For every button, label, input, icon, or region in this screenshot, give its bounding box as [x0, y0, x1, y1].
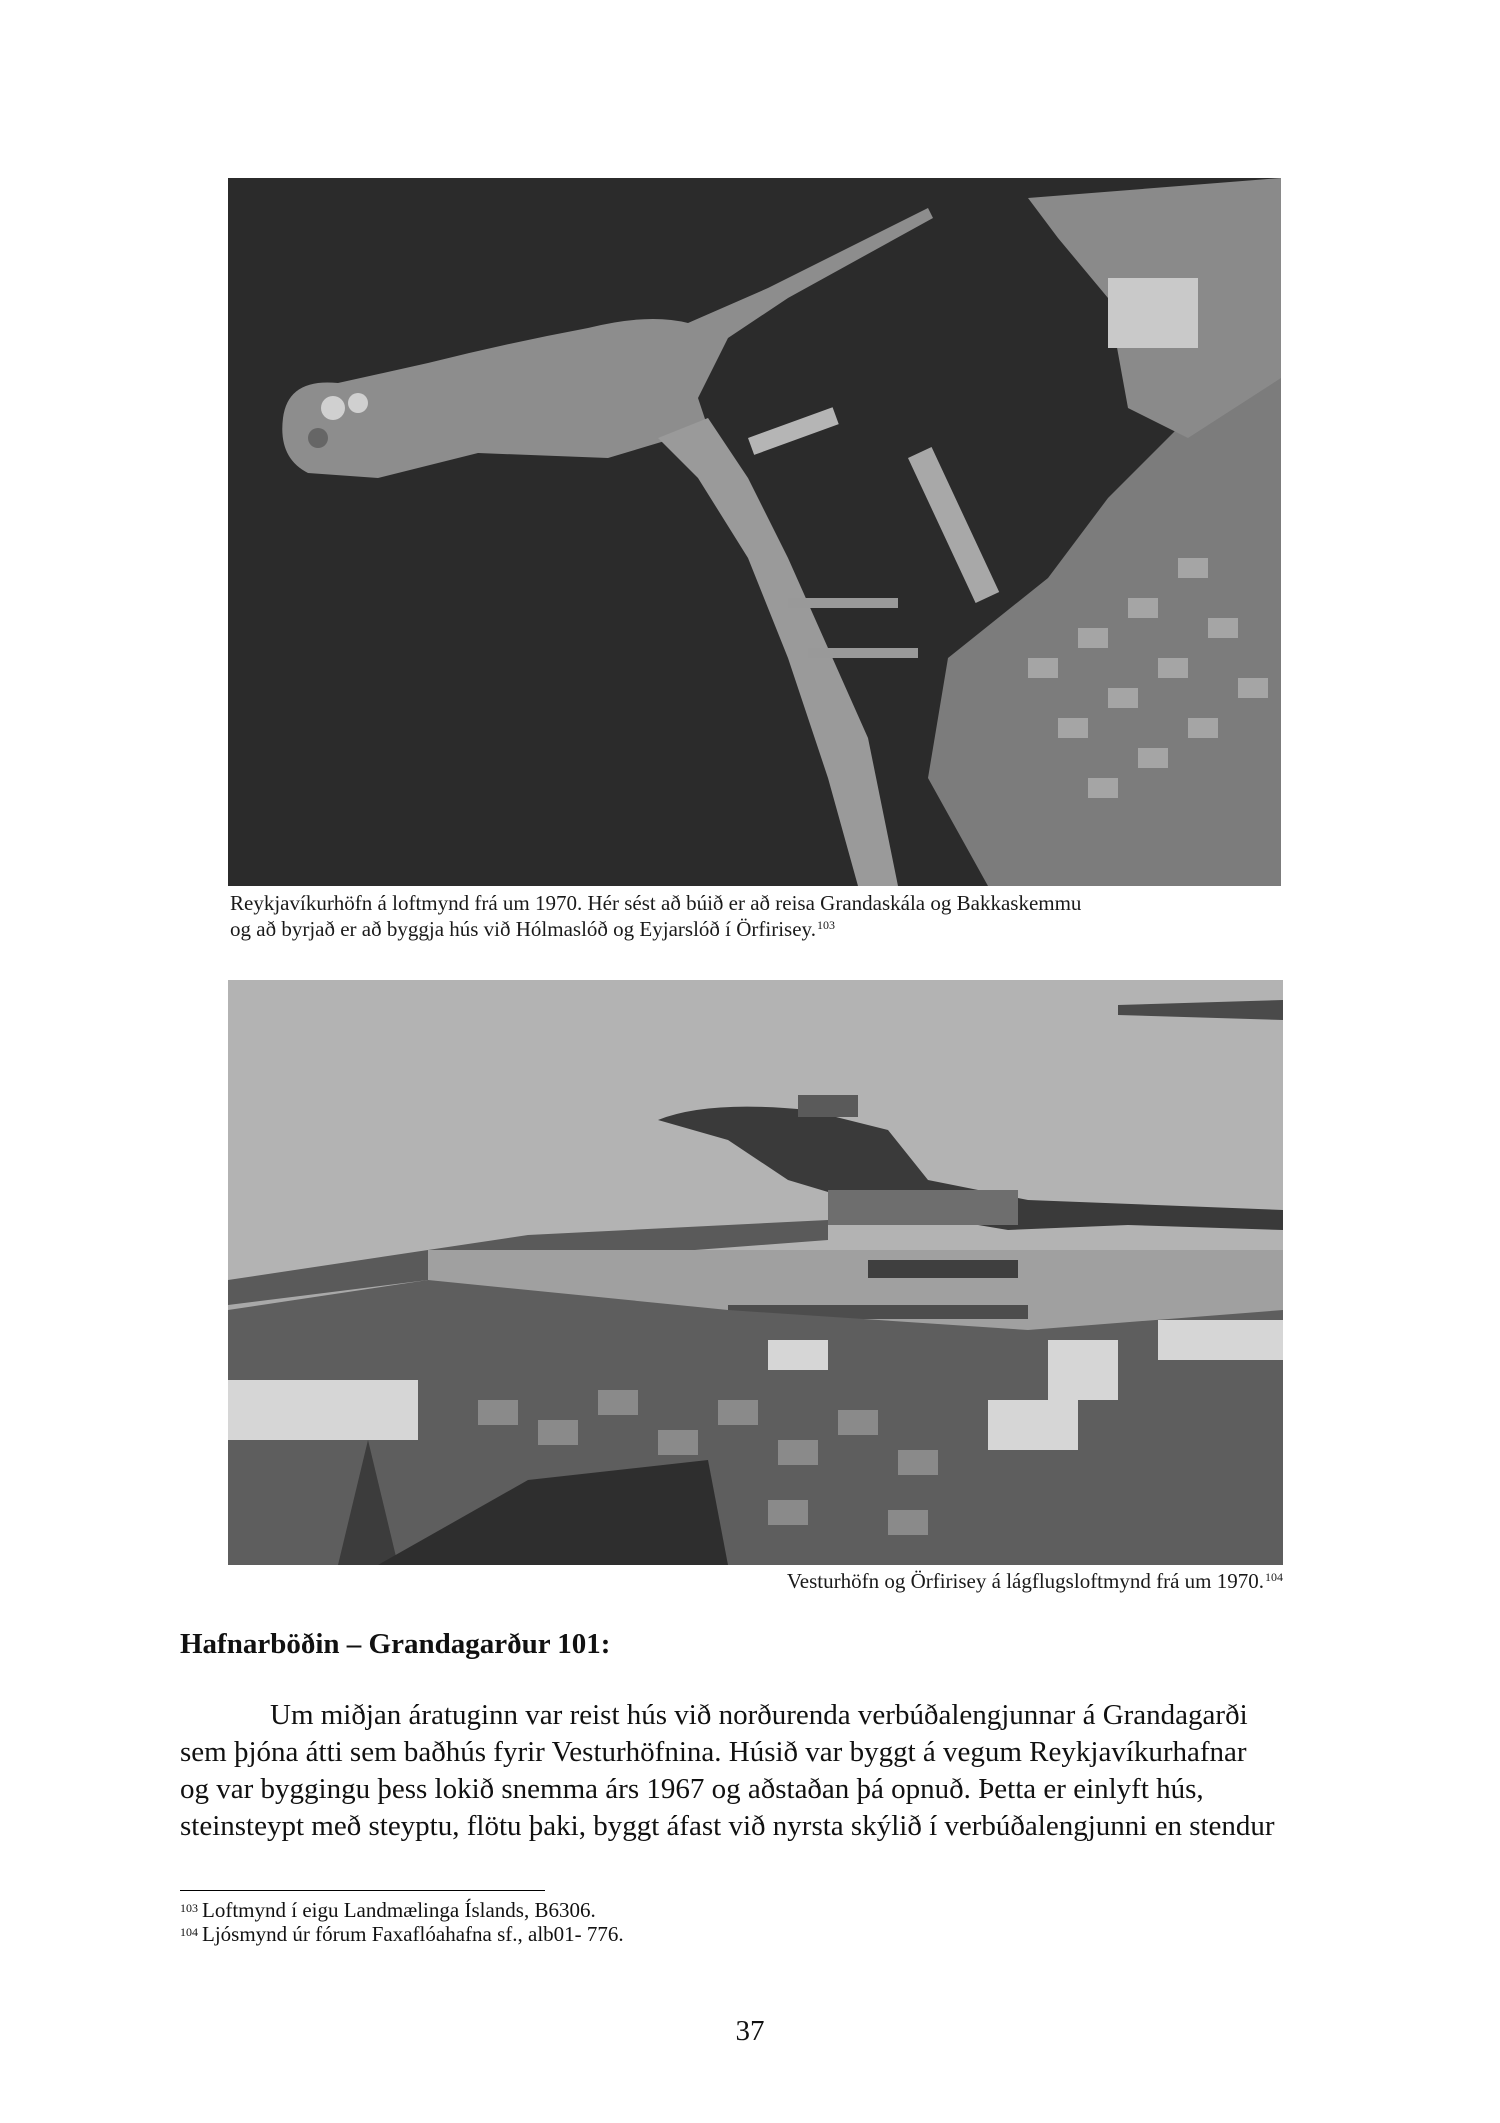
page-number: 37	[735, 2015, 765, 2047]
caption-line: Reykjavíkurhöfn á loftmynd frá um 1970. Hér sést að búið er að reisa Grandaskála og Bakkaskemmu	[230, 891, 1082, 915]
footnote-reference: 103	[816, 918, 835, 932]
footnote-number: 104	[180, 1925, 198, 1939]
footnote	[180, 1922, 624, 1947]
figure-2-caption	[787, 1568, 1283, 1594]
caption-line	[230, 916, 1290, 942]
section-heading: Hafnarböðin – Grandagarður 101:	[180, 1628, 611, 1660]
paragraph-line: steinsteypt með steyptu, flötu þaki, byggt áfast við nyrsta skýlið í verbúðalengjunni en stendur	[180, 1810, 1275, 1842]
footnote-text: Loftmynd í eigu Landmælinga Íslands, B6306.	[202, 1898, 596, 1922]
figure-1-caption	[230, 890, 1290, 942]
paragraph-line: og var byggingu þess lokið snemma árs 1967 og aðstaðan þá opnuð. Þetta er einlyft hús,	[180, 1773, 1204, 1805]
paragraph-line: sem þjóna átti sem baðhús fyrir Vesturhöfnina. Húsið var byggt á vegum Reykjavíkurhafnar	[180, 1736, 1247, 1768]
footnote-separator	[180, 1890, 545, 1891]
oblique-photo-harbour	[228, 980, 1283, 1565]
paragraph-line: Um miðjan áratuginn var reist hús við norðurenda verbúðalengjunnar á Grandagarði	[270, 1699, 1248, 1731]
footnote	[180, 1898, 596, 1923]
footnote-number: 103	[180, 1901, 198, 1915]
aerial-photo-harbour	[228, 178, 1281, 886]
footnote-text: Ljósmynd úr fórum Faxaflóahafna sf., alb01- 776.	[202, 1922, 624, 1946]
footnote-reference: 104	[1265, 1570, 1283, 1584]
caption-text: Vesturhöfn og Örfirisey á lágflugsloftmynd frá um 1970.	[786, 1569, 1264, 1593]
caption-text: og að byrjað er að byggja hús við Hólmaslóð og Eyjarslóð í Örfirisey.	[230, 917, 816, 941]
body-paragraph	[180, 1697, 1330, 1845]
